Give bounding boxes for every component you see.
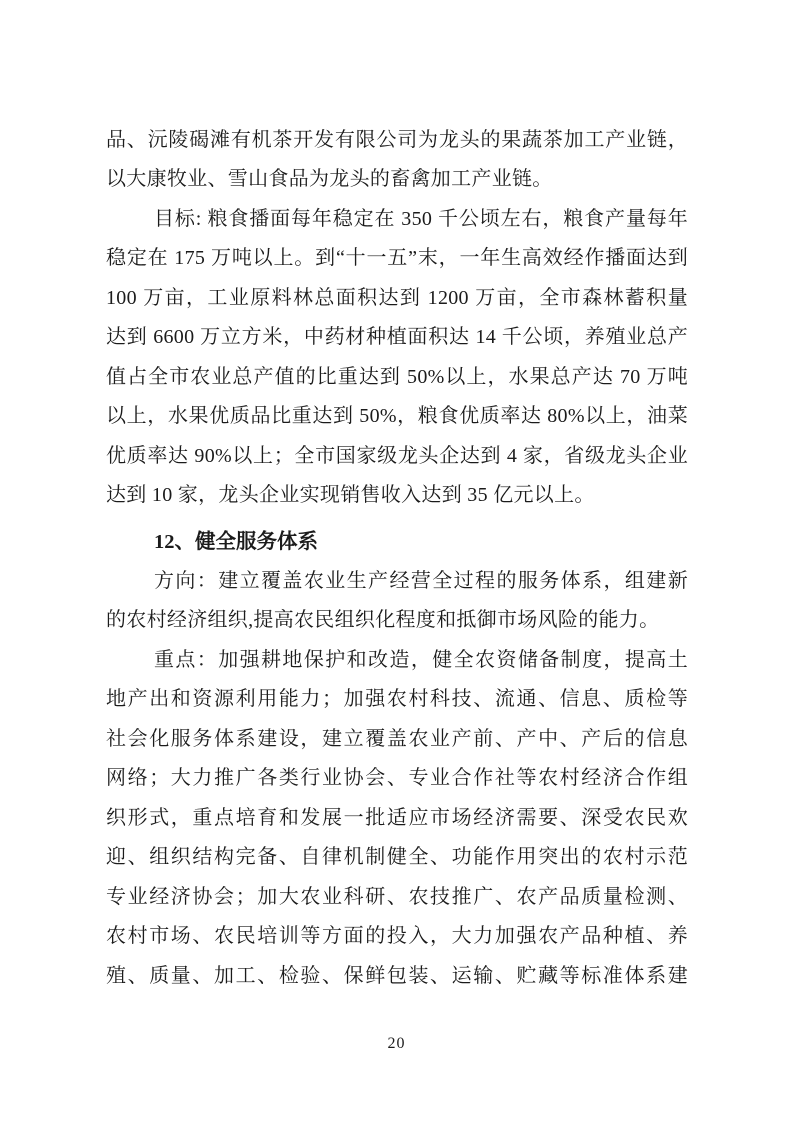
body-line: 殖、质量、加工、检验、保鲜包装、运输、贮藏等标准体系建: [106, 964, 688, 987]
body-line: 的农村经济组织,提高农民组织化程度和抵御市场风险的能力。: [106, 609, 660, 632]
body-line: 稳定在 175 万吨以上。到“十一五”末，一年生高效经作播面达到: [106, 247, 688, 270]
body-line: 达到 6600 万立方米，中药材种植面积达 14 千公顷，养殖业总产: [106, 326, 688, 349]
body-line: 重点：加强耕地保护和改造，健全农资储备制度，提高土: [154, 648, 688, 671]
body-line: 优质率达 90%以上；全市国家级龙头企达到 4 家，省级龙头企业: [106, 444, 688, 467]
body-line: 迎、组织结构完备、自律机制健全、功能作用突出的农村示范: [106, 846, 688, 869]
body-line: 以大康牧业、雪山食品为龙头的畜禽加工产业链。: [106, 168, 553, 191]
body-line: 网络；大力推广各类行业协会、专业合作社等农村经济合作组: [106, 767, 688, 790]
body-line: 农村市场、农民培训等方面的投入，大力加强农产品种植、养: [106, 925, 688, 948]
body-line: 社会化服务体系建设，建立覆盖农业产前、产中、产后的信息: [106, 727, 688, 750]
body-line: 织形式，重点培育和发展一批适应市场经济需要、深受农民欢: [106, 806, 688, 829]
body-line: 以上，水果优质品比重达到 50%，粮食优质率达 80%以上，油菜: [106, 405, 688, 428]
document-body: [106, 121, 688, 996]
body-line: 地产出和资源利用能力；加强农村科技、流通、信息、质检等: [106, 688, 688, 711]
body-line: 值占全市农业总产值的比重达到 50%以上，水果总产达 70 万吨: [106, 365, 688, 388]
body-line: 专业经济协会；加大农业科研、农技推广、农产品质量检测、: [106, 885, 688, 908]
body-line: 目标: 粮食播面每年稳定在 350 千公顷左右，粮食产量每年: [154, 207, 688, 230]
section-heading: 12、健全服务体系: [154, 530, 318, 553]
body-line: 品、沅陵碣滩有机茶开发有限公司为龙头的果蔬茶加工产业链，: [106, 129, 688, 151]
body-line: 方向：建立覆盖农业生产经营全过程的服务体系，组建新: [154, 569, 688, 592]
page-number: 20: [387, 1035, 406, 1052]
body-line: 100 万亩，工业原料林总面积达到 1200 万亩，全市森林蓄积量: [106, 286, 688, 309]
body-line: 达到 10 家，龙头企业实现销售收入达到 35 亿元以上。: [106, 484, 595, 507]
